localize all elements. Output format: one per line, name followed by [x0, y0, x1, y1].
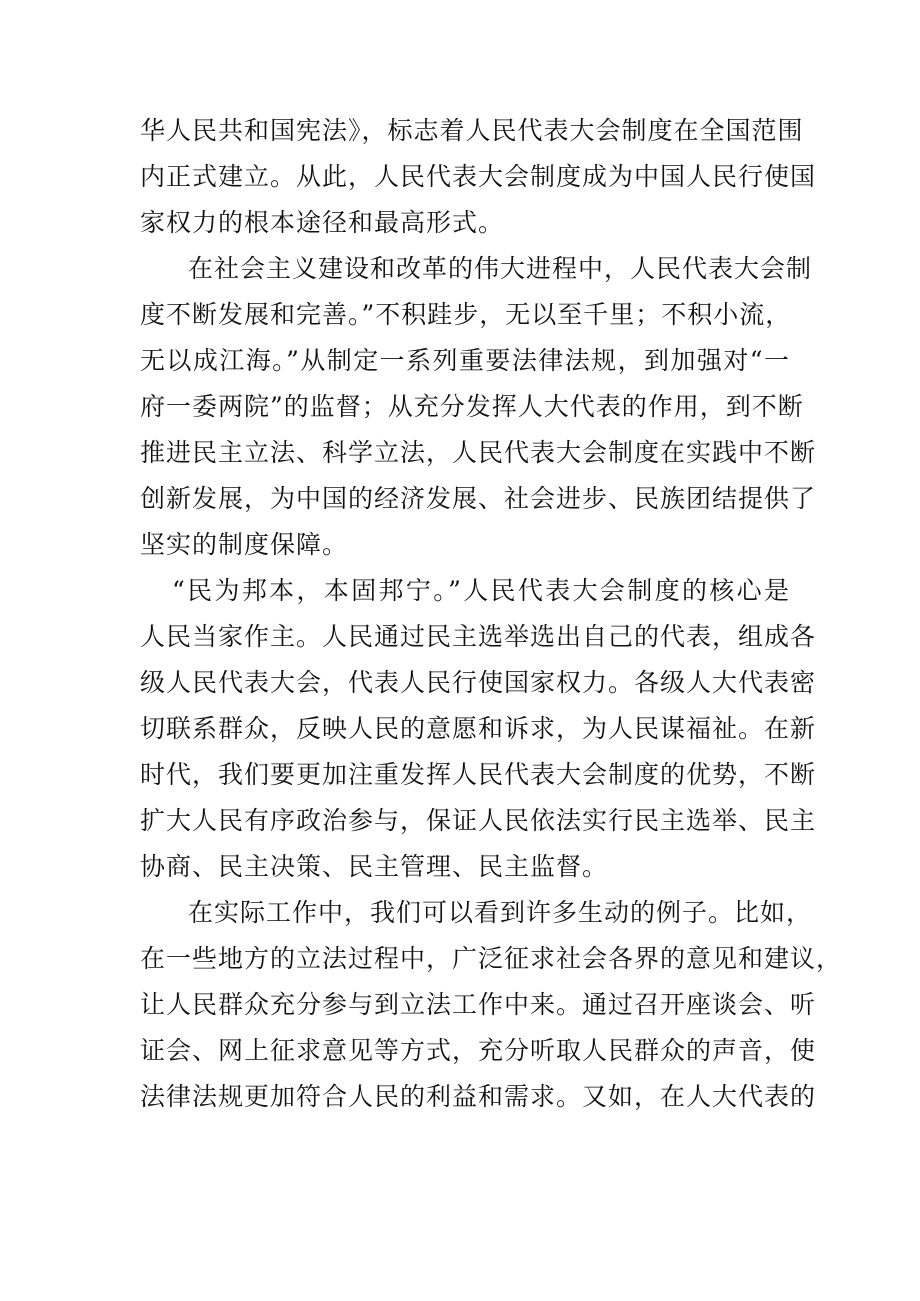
text-line: 坚实的制度保障。 — [140, 530, 349, 559]
text-line: 在社会主义建设和改革的伟大进程中，人民代表大会制 — [188, 254, 813, 283]
text-line: 扩大人民有序政治参与，保证人民依法实行民主选举、民主 — [140, 806, 817, 835]
text-line: 度不断发展和完善。”不积跬步，无以至千里；不积小流， — [140, 300, 792, 329]
text-line: 法律法规更加符合人民的利益和需求。又如，在人大代表的 — [140, 1082, 817, 1111]
paragraph-3 — [140, 568, 817, 890]
text-line: 内正式建立。从此，人民代表大会制度成为中国人民行使国 — [140, 162, 817, 191]
paragraph-2 — [140, 246, 817, 568]
text-line: 在一些地方的立法过程中，广泛征求社会各界的意见和建议， — [140, 944, 843, 973]
document-page — [140, 108, 843, 1120]
paragraph-1 — [140, 108, 817, 246]
text-line: 证会、网上征求意见等方式，充分听取人民群众的声音，使 — [140, 1036, 817, 1065]
text-line: 让人民群众充分参与到立法工作中来。通过召开座谈会、听 — [140, 990, 817, 1019]
text-line: 无以成江海。”从制定一系列重要法律法规，到加强对“一 — [140, 346, 790, 375]
text-line: 时代，我们要更加注重发挥人民代表大会制度的优势，不断 — [140, 760, 817, 789]
text-line: 级人民代表大会，代表人民行使国家权力。各级人大代表密 — [140, 668, 817, 697]
text-line: 创新发展，为中国的经济发展、社会进步、民族团结提供了 — [140, 484, 817, 513]
text-line: 华人民共和国宪法》，标志着人民代表大会制度在全国范围 — [140, 116, 804, 145]
text-line: 切联系群众，反映人民的意愿和诉求，为人民谋福祉。在新 — [140, 714, 817, 743]
text-line: 协商、民主决策、民主管理、民主监督。 — [140, 852, 609, 881]
text-line: “民为邦本，本固邦宁。”人民代表大会制度的核心是 — [172, 576, 790, 605]
text-line: 府一委两院”的监督；从充分发挥人大代表的作用，到不断 — [140, 392, 804, 421]
text-line: 在实际工作中，我们可以看到许多生动的例子。比如， — [188, 898, 813, 927]
text-line: 人民当家作主。人民通过民主选举选出自己的代表，组成各 — [140, 622, 817, 651]
text-line: 家权力的根本途径和最高形式。 — [140, 208, 505, 237]
text-line: 推进民主立法、科学立法，人民代表大会制度在实践中不断 — [140, 438, 817, 467]
paragraph-4 — [140, 890, 843, 1120]
